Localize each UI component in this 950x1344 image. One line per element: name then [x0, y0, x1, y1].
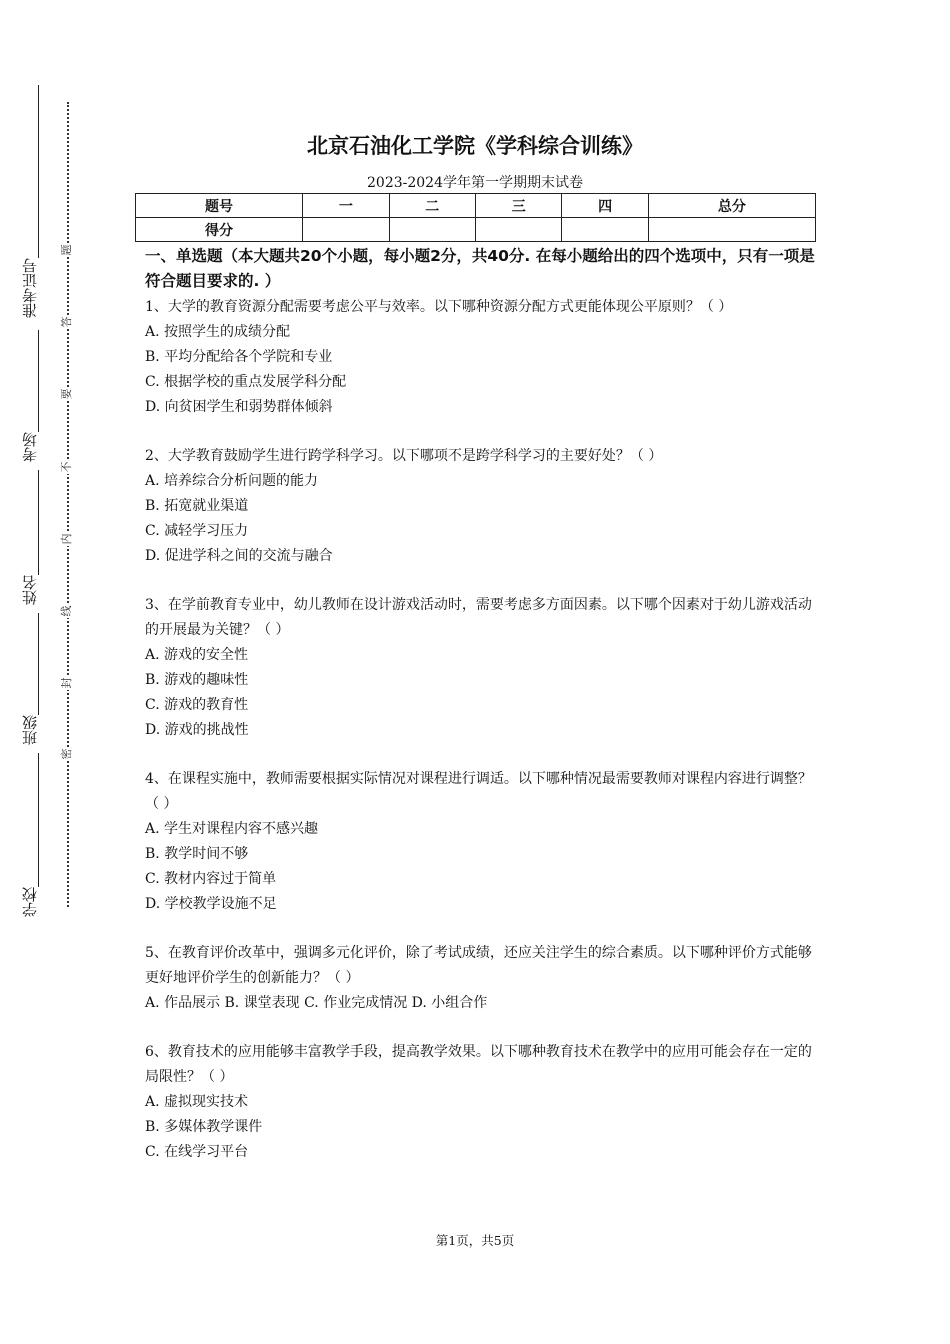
page-footer: 第1页，共5页 — [435, 1233, 515, 1248]
question-stem: 3、在学前教育专业中，幼儿教师在设计游戏活动时，需要考虑多方面因素。以下哪个因素对于幼儿游戏活动的开展最为关键？（ ） — [145, 597, 812, 638]
score-header-cell: 总分 — [648, 194, 815, 218]
score-cell — [389, 218, 475, 242]
question-option: C. 减轻学习压力 — [145, 523, 249, 539]
score-header-cell: 三 — [475, 194, 561, 218]
seal-char: 密 — [60, 748, 73, 760]
binding-line — [38, 85, 39, 925]
score-header-cell: 二 — [389, 194, 475, 218]
question-option: A. 按照学生的成绩分配 — [145, 324, 291, 340]
school-label: 学校 — [22, 887, 42, 925]
question-option: B. 拓宽就业渠道 — [145, 498, 249, 514]
question-option: D. 向贫困学生和弱势群体倾斜 — [145, 399, 333, 415]
question — [145, 295, 815, 420]
question-option: B. 平均分配给各个学院和专业 — [145, 349, 333, 365]
question-option: A. 虚拟现实技术 — [145, 1094, 249, 1110]
question-option: B. 游戏的趣味性 — [145, 672, 249, 688]
exam-room-label: 考场 — [22, 432, 42, 470]
score-table-header-row — [136, 194, 816, 218]
seal-char: 答 — [60, 316, 73, 328]
exam-subtitle: 2023-2024学年第一学期期末试卷 — [367, 175, 583, 191]
exam-title: 北京石油化工学院《学科综合训练》 — [307, 134, 643, 158]
question-stem: 1、大学的教育资源分配需要考虑公平与效率。以下哪种资源分配方式更能体现公平原则？（ ） — [145, 299, 733, 315]
question-option: C. 游戏的教育性 — [145, 697, 249, 713]
question-stem: 6、教育技术的应用能够丰富教学手段，提高教学效果。以下哪种教育技术在教学中的应用可能会存在一定的局限性？（ ） — [145, 1044, 812, 1085]
question-option: D. 促进学科之间的交流与融合 — [145, 548, 333, 564]
seal-char: 要 — [60, 388, 73, 400]
score-cell — [648, 218, 815, 242]
seal-char: 内 — [60, 533, 73, 545]
question-stem: 2、大学教育鼓励学生进行跨学科学习。以下哪项不是跨学科学习的主要好处？（ ） — [145, 448, 663, 464]
seal-char: 封 — [60, 677, 73, 689]
question-option: B. 教学时间不够 — [145, 846, 249, 862]
score-cell — [303, 218, 389, 242]
exam-content — [145, 244, 815, 1165]
question-stem: 5、在教育评价改革中，强调多元化评价，除了考试成绩，还应关注学生的综合素质。以下哪种评价方式能够更好地评价学生的创新能力？（ ） — [145, 945, 812, 986]
score-header-cell: 一 — [303, 194, 389, 218]
score-table — [135, 193, 816, 242]
question-stem: 4、在课程实施中，教师需要根据实际情况对课程进行调适。以下哪种情况最需要教师对课程内容进行调整？（ ） — [145, 771, 812, 812]
seal-char: 不 — [60, 461, 73, 473]
question — [145, 941, 815, 1016]
class-label: 班级 — [22, 715, 42, 753]
section-heading: 一、单选题（本大题共20个小题，每小题2分，共40分. 在每小题给出的四个选项中，只有一项是符合题目要求的. ） — [145, 247, 815, 290]
question — [145, 767, 815, 917]
question-option: C. 教材内容过于简单 — [145, 871, 277, 887]
question-option: A. 游戏的安全性 — [145, 647, 249, 663]
score-header-cell: 四 — [562, 194, 648, 218]
seal-char: 题 — [60, 244, 73, 256]
question-option: C. 在线学习平台 — [145, 1144, 249, 1160]
score-cell — [475, 218, 561, 242]
question-option: A. 作品展示 B. 课堂表现 C. 作业完成情况 D. 小组合作 — [145, 995, 488, 1011]
seal-char: 线 — [60, 605, 73, 617]
name-label: 姓名 — [22, 575, 42, 613]
score-table-score-row — [136, 218, 816, 242]
score-row-label: 得分 — [136, 218, 303, 242]
score-cell — [562, 218, 648, 242]
question-option: B. 多媒体教学课件 — [145, 1119, 263, 1135]
question — [145, 444, 815, 569]
question — [145, 593, 815, 743]
seal-dotted-line — [67, 102, 69, 907]
question-option: A. 学生对课程内容不感兴趣 — [145, 821, 319, 837]
question-option: A. 培养综合分析问题的能力 — [145, 473, 319, 489]
question-option: D. 学校教学设施不足 — [145, 896, 277, 912]
question — [145, 1040, 815, 1165]
question-option: D. 游戏的挑战性 — [145, 722, 249, 738]
score-header-cell: 题号 — [136, 194, 303, 218]
question-option: C. 根据学校的重点发展学科分配 — [145, 374, 347, 390]
exam-id-label: 准考证号 — [22, 258, 42, 330]
